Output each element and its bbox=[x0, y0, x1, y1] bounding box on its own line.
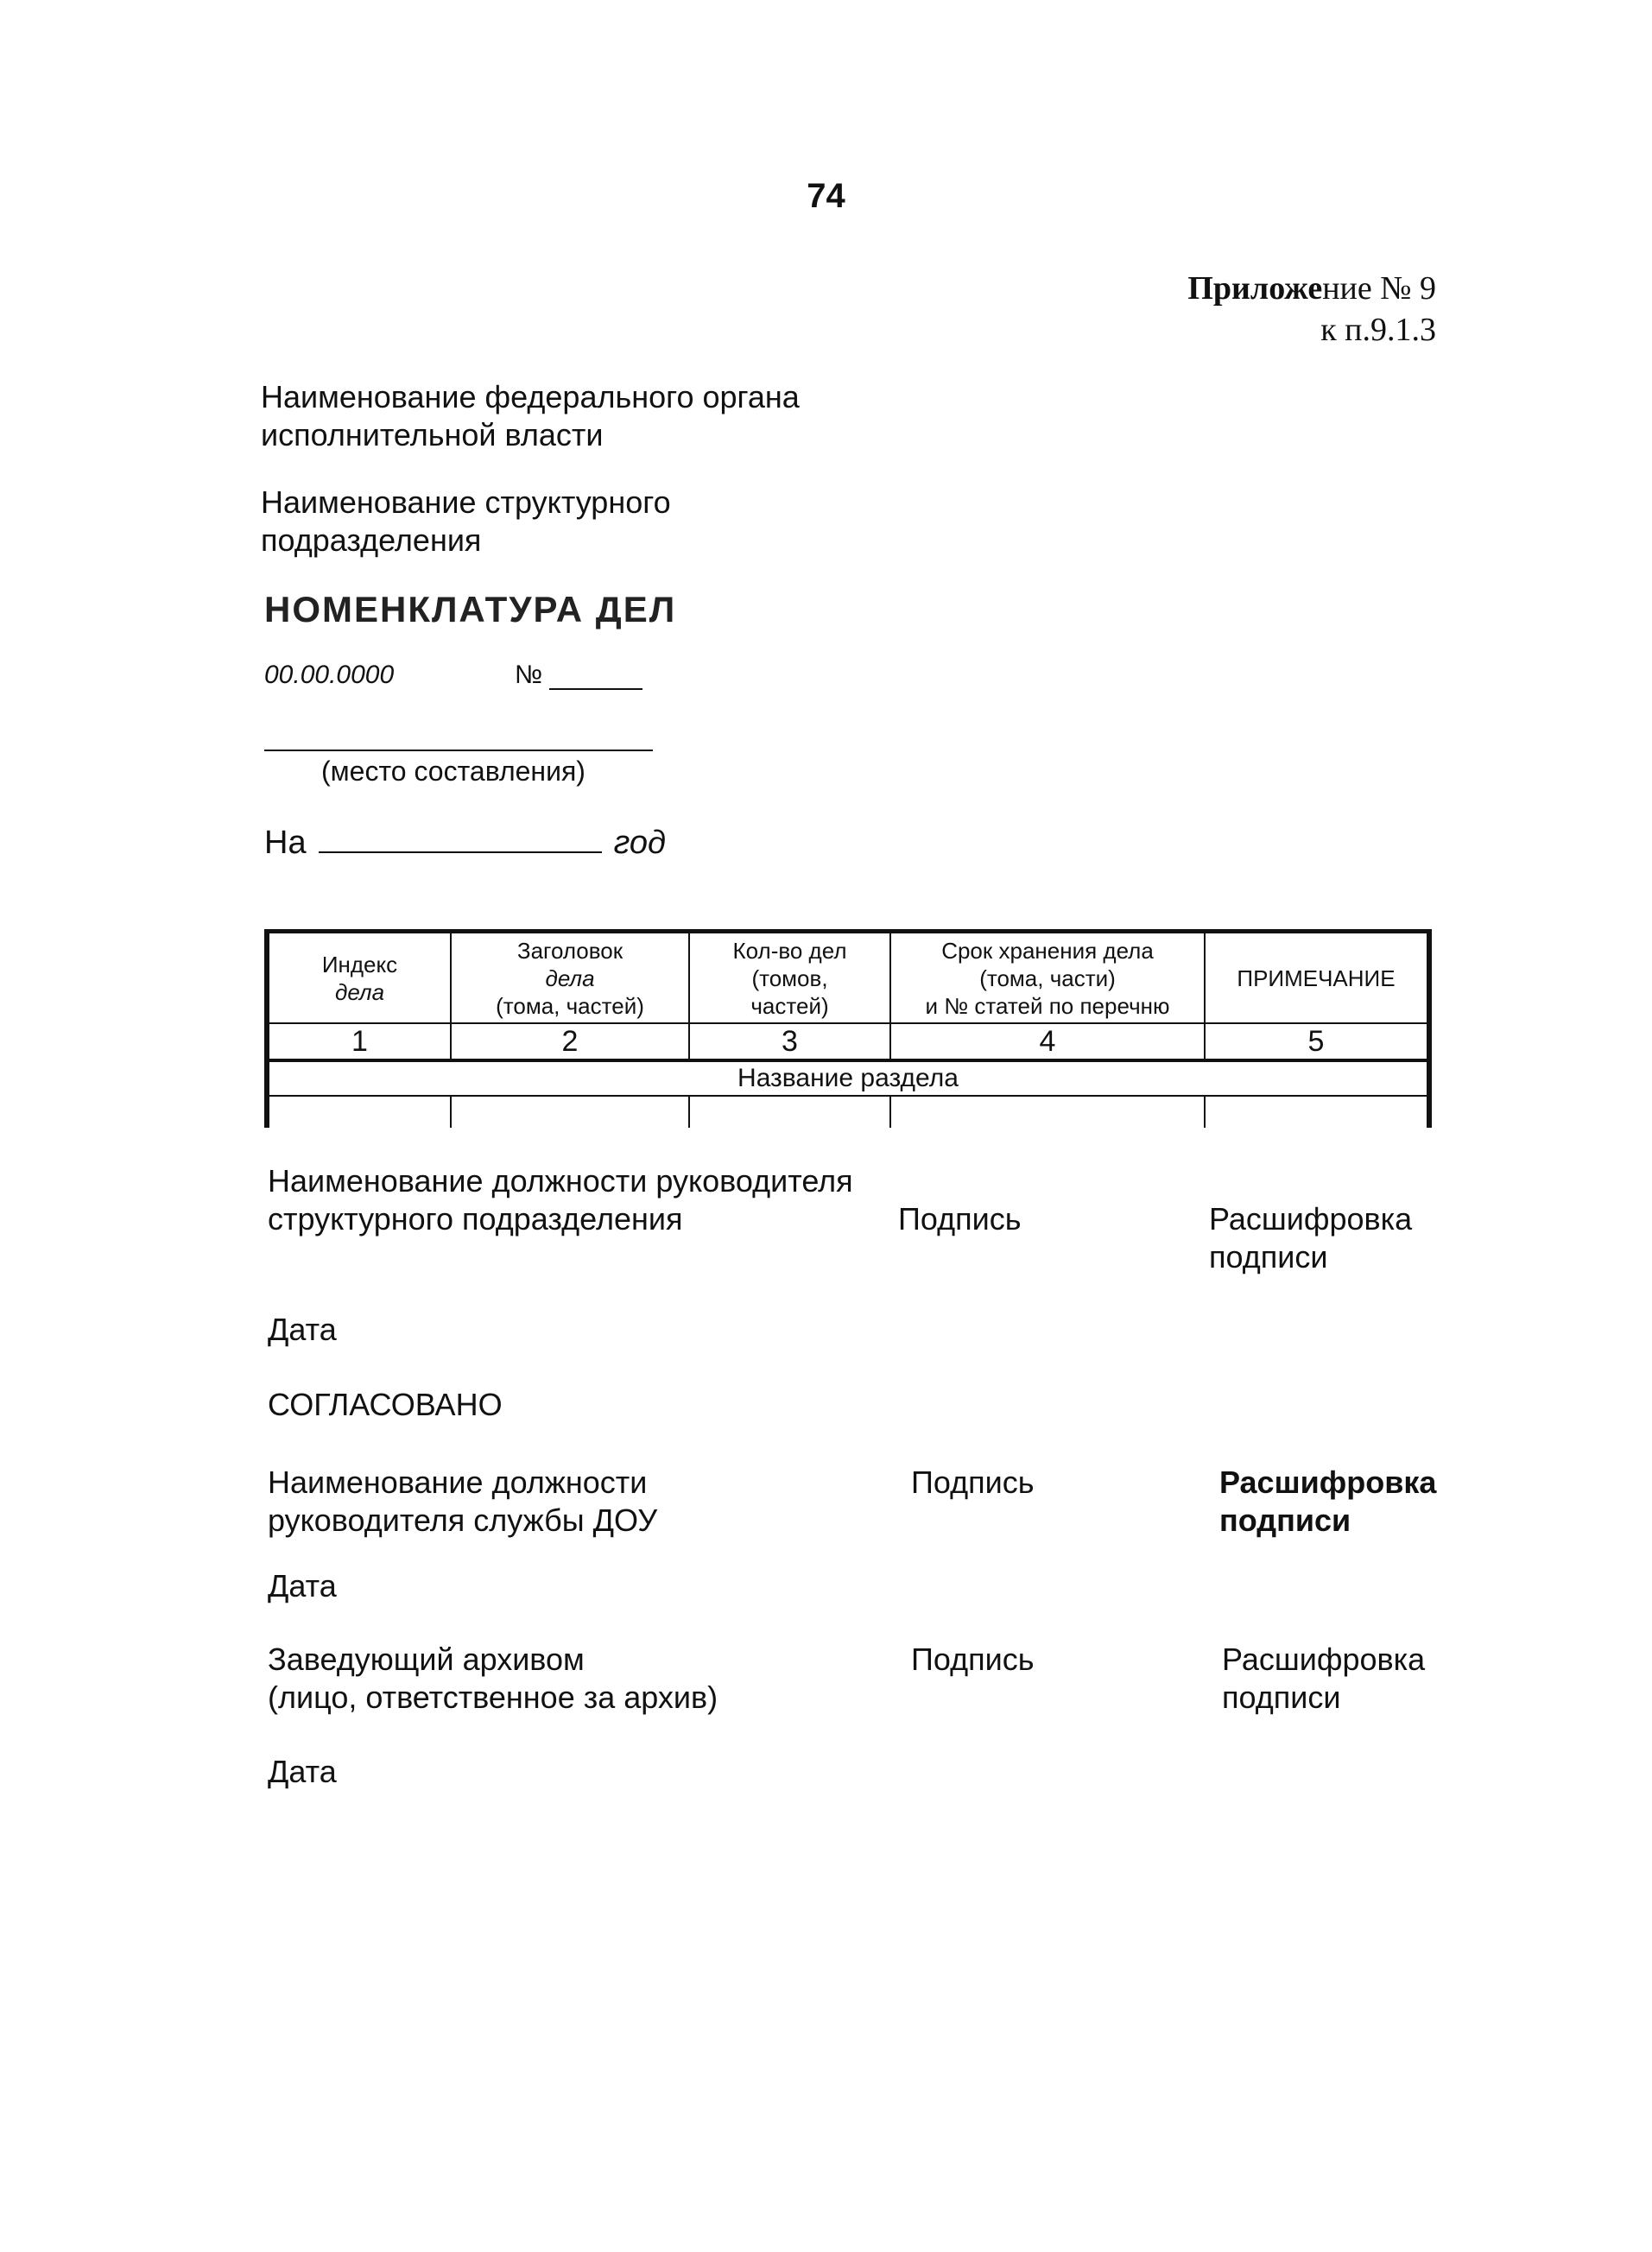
archive-signature-label: Подпись bbox=[911, 1642, 1035, 1677]
appendix-title bbox=[1187, 268, 1436, 309]
column-number: 4 bbox=[890, 1023, 1205, 1060]
table-cell bbox=[1205, 1096, 1429, 1128]
nomenclature-table bbox=[264, 929, 1432, 1128]
place-blank-line bbox=[264, 750, 653, 751]
head-signature-decode: Расшифровка подписи bbox=[1209, 1201, 1413, 1275]
column-number: 2 bbox=[451, 1023, 689, 1060]
dept-name-line1: Наименование структурного bbox=[261, 484, 671, 520]
table-row bbox=[267, 1096, 1429, 1128]
head-signature-label: Подпись bbox=[898, 1201, 1022, 1237]
dou-signature-decode: Расшифровка подписи bbox=[1219, 1464, 1437, 1538]
appendix-clause: к п.9.1.3 bbox=[1320, 312, 1436, 348]
dou-date-label: Дата bbox=[268, 1568, 337, 1604]
org-name-line1: Наименование федерального органа bbox=[261, 379, 800, 414]
table-cell bbox=[451, 1096, 689, 1128]
appendix-title-bold: Приложе bbox=[1187, 270, 1323, 307]
head-date-label: Дата bbox=[268, 1312, 337, 1347]
table-cell bbox=[890, 1096, 1205, 1128]
header-count: Кол-во дел (томов, частей) bbox=[689, 932, 890, 1024]
number-label: № bbox=[515, 661, 543, 689]
org-name bbox=[261, 378, 800, 454]
org-name-line2: исполнительной власти bbox=[261, 417, 604, 452]
agreed-label: СОГЛАСОВАНО bbox=[268, 1387, 503, 1422]
header-title: Заголовок дела (тома, частей) bbox=[451, 932, 689, 1024]
column-number-row bbox=[267, 1023, 1429, 1060]
archive-position: Заведующий архивом (лицо, ответственное за архив) bbox=[268, 1642, 718, 1715]
table-cell bbox=[689, 1096, 890, 1128]
archive-date-label: Дата bbox=[268, 1754, 337, 1789]
header-index: Индекс дела bbox=[267, 932, 451, 1024]
page-number: 74 bbox=[807, 177, 845, 215]
column-number: 5 bbox=[1205, 1023, 1429, 1060]
dou-signature-label: Подпись bbox=[911, 1464, 1035, 1500]
dept-name-line2: подразделения bbox=[261, 522, 482, 558]
dou-position: Наименование должности руководителя службы ДОУ bbox=[268, 1464, 658, 1538]
section-label: Название раздела bbox=[267, 1060, 1429, 1096]
document-title: НОМЕНКЛАТУРА ДЕЛ bbox=[264, 589, 677, 629]
table-header-row bbox=[267, 932, 1429, 1024]
appendix-title-rest: ние № 9 bbox=[1322, 270, 1436, 307]
date-placeholder: 00.00.0000 bbox=[264, 661, 395, 689]
header-retention: Срок хранения дела (тома, части) и № статей по перечню bbox=[890, 932, 1205, 1024]
number-blank bbox=[549, 664, 642, 690]
year-prefix: На bbox=[264, 825, 307, 861]
place-caption: (место составления) bbox=[321, 756, 585, 787]
year-suffix: год bbox=[613, 825, 667, 861]
header-note: ПРИМЕЧАНИЕ bbox=[1205, 932, 1429, 1024]
column-number: 3 bbox=[689, 1023, 890, 1060]
document-number bbox=[515, 661, 642, 690]
appendix-reference bbox=[1187, 268, 1436, 351]
head-position: Наименование должности руководителя структурного подразделения bbox=[268, 1163, 853, 1237]
year-blank bbox=[319, 826, 602, 853]
section-row bbox=[267, 1060, 1429, 1096]
archive-signature-decode: Расшифровка подписи bbox=[1222, 1642, 1426, 1715]
dept-name bbox=[261, 484, 671, 560]
year-row bbox=[264, 825, 666, 862]
column-number: 1 bbox=[267, 1023, 451, 1060]
table-cell bbox=[267, 1096, 451, 1128]
